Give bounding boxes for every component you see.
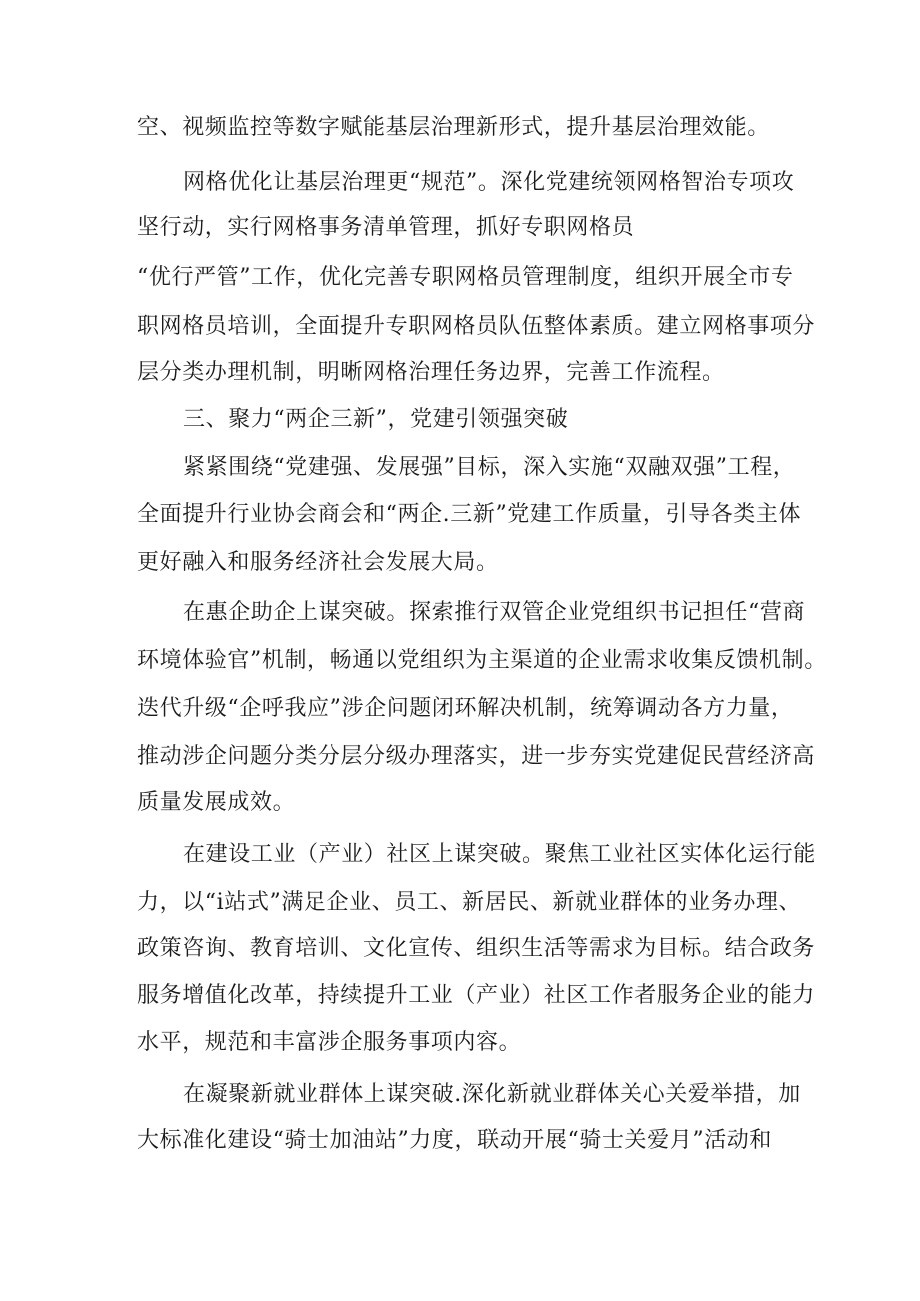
text-line: “优行严管”工作，优化完善专职网格员管理制度，组织开展全市专 <box>137 265 794 290</box>
paragraph-first-line: 网格优化让基层治理更“规范”。深化党建统领网格智治专项攻 <box>183 170 795 195</box>
text-line: 更好融入和服务经济社会发展大局。 <box>137 550 499 575</box>
paragraph-first-line: 紧紧围绕“党建强、发展强”目标，深入实施“双融双强”工程， <box>183 455 796 480</box>
text-line: 空、视频监控等数字赋能基层治理新形式，提升基层治理效能。 <box>137 115 770 140</box>
text-line: 大标准化建设“骑士加油站”力度，联动开展“骑士关爱月”活动和 <box>137 1128 772 1153</box>
section-heading: 三、聚力“两企三新”，党建引领强突破 <box>183 407 569 432</box>
paragraph-first-line: 在建设工业（产业）社区上谋突破。聚焦工业社区实体化运行能 <box>183 842 816 867</box>
text-line: 力，以“i站式”满足企业、员工、新居民、新就业群体的业务办理、 <box>137 890 802 915</box>
text-line: 推动涉企问题分类分层分级办理落实，进一步夯实党建促民营经济高 <box>137 744 816 769</box>
text-line: 全面提升行业协会商会和“两企.三新”党建工作质量，引导各类主体 <box>137 502 802 527</box>
text-line: 质量发展成效。 <box>137 790 296 815</box>
text-line: 环境体验官”机制，畅通以党组织为主渠道的企业需求收集反馈机制。 <box>137 648 827 673</box>
text-line: 坚行动，实行网格事务清单管理，抓好专职网格员 <box>137 215 635 240</box>
paragraph-first-line: 在惠企助企上谋突破。探索推行双管企业党组织书记担任“营商 <box>183 600 806 625</box>
text-line: 层分类办理机制，明晰网格治理任务边界，完善工作流程。 <box>137 360 725 385</box>
text-line: 职网格员培训，全面提升专职网格员队伍整体素质。建立网格事项分 <box>137 314 816 339</box>
text-line: 政策咨询、教育培训、文化宣传、组织生活等需求为目标。结合政务 <box>137 936 816 961</box>
text-line: 迭代升级“企呼我应”涉企问题闭环解决机制，统筹调动各方力量， <box>137 696 794 721</box>
paragraph-first-line: 在凝聚新就业群体上谋突破.深化新就业群体关心关爱举措，加 <box>183 1082 801 1107</box>
text-line: 水平，规范和丰富涉企服务事项内容。 <box>137 1030 522 1055</box>
text-line: 服务增值化改革，持续提升工业（产业）社区工作者服务企业的能力 <box>137 983 816 1008</box>
